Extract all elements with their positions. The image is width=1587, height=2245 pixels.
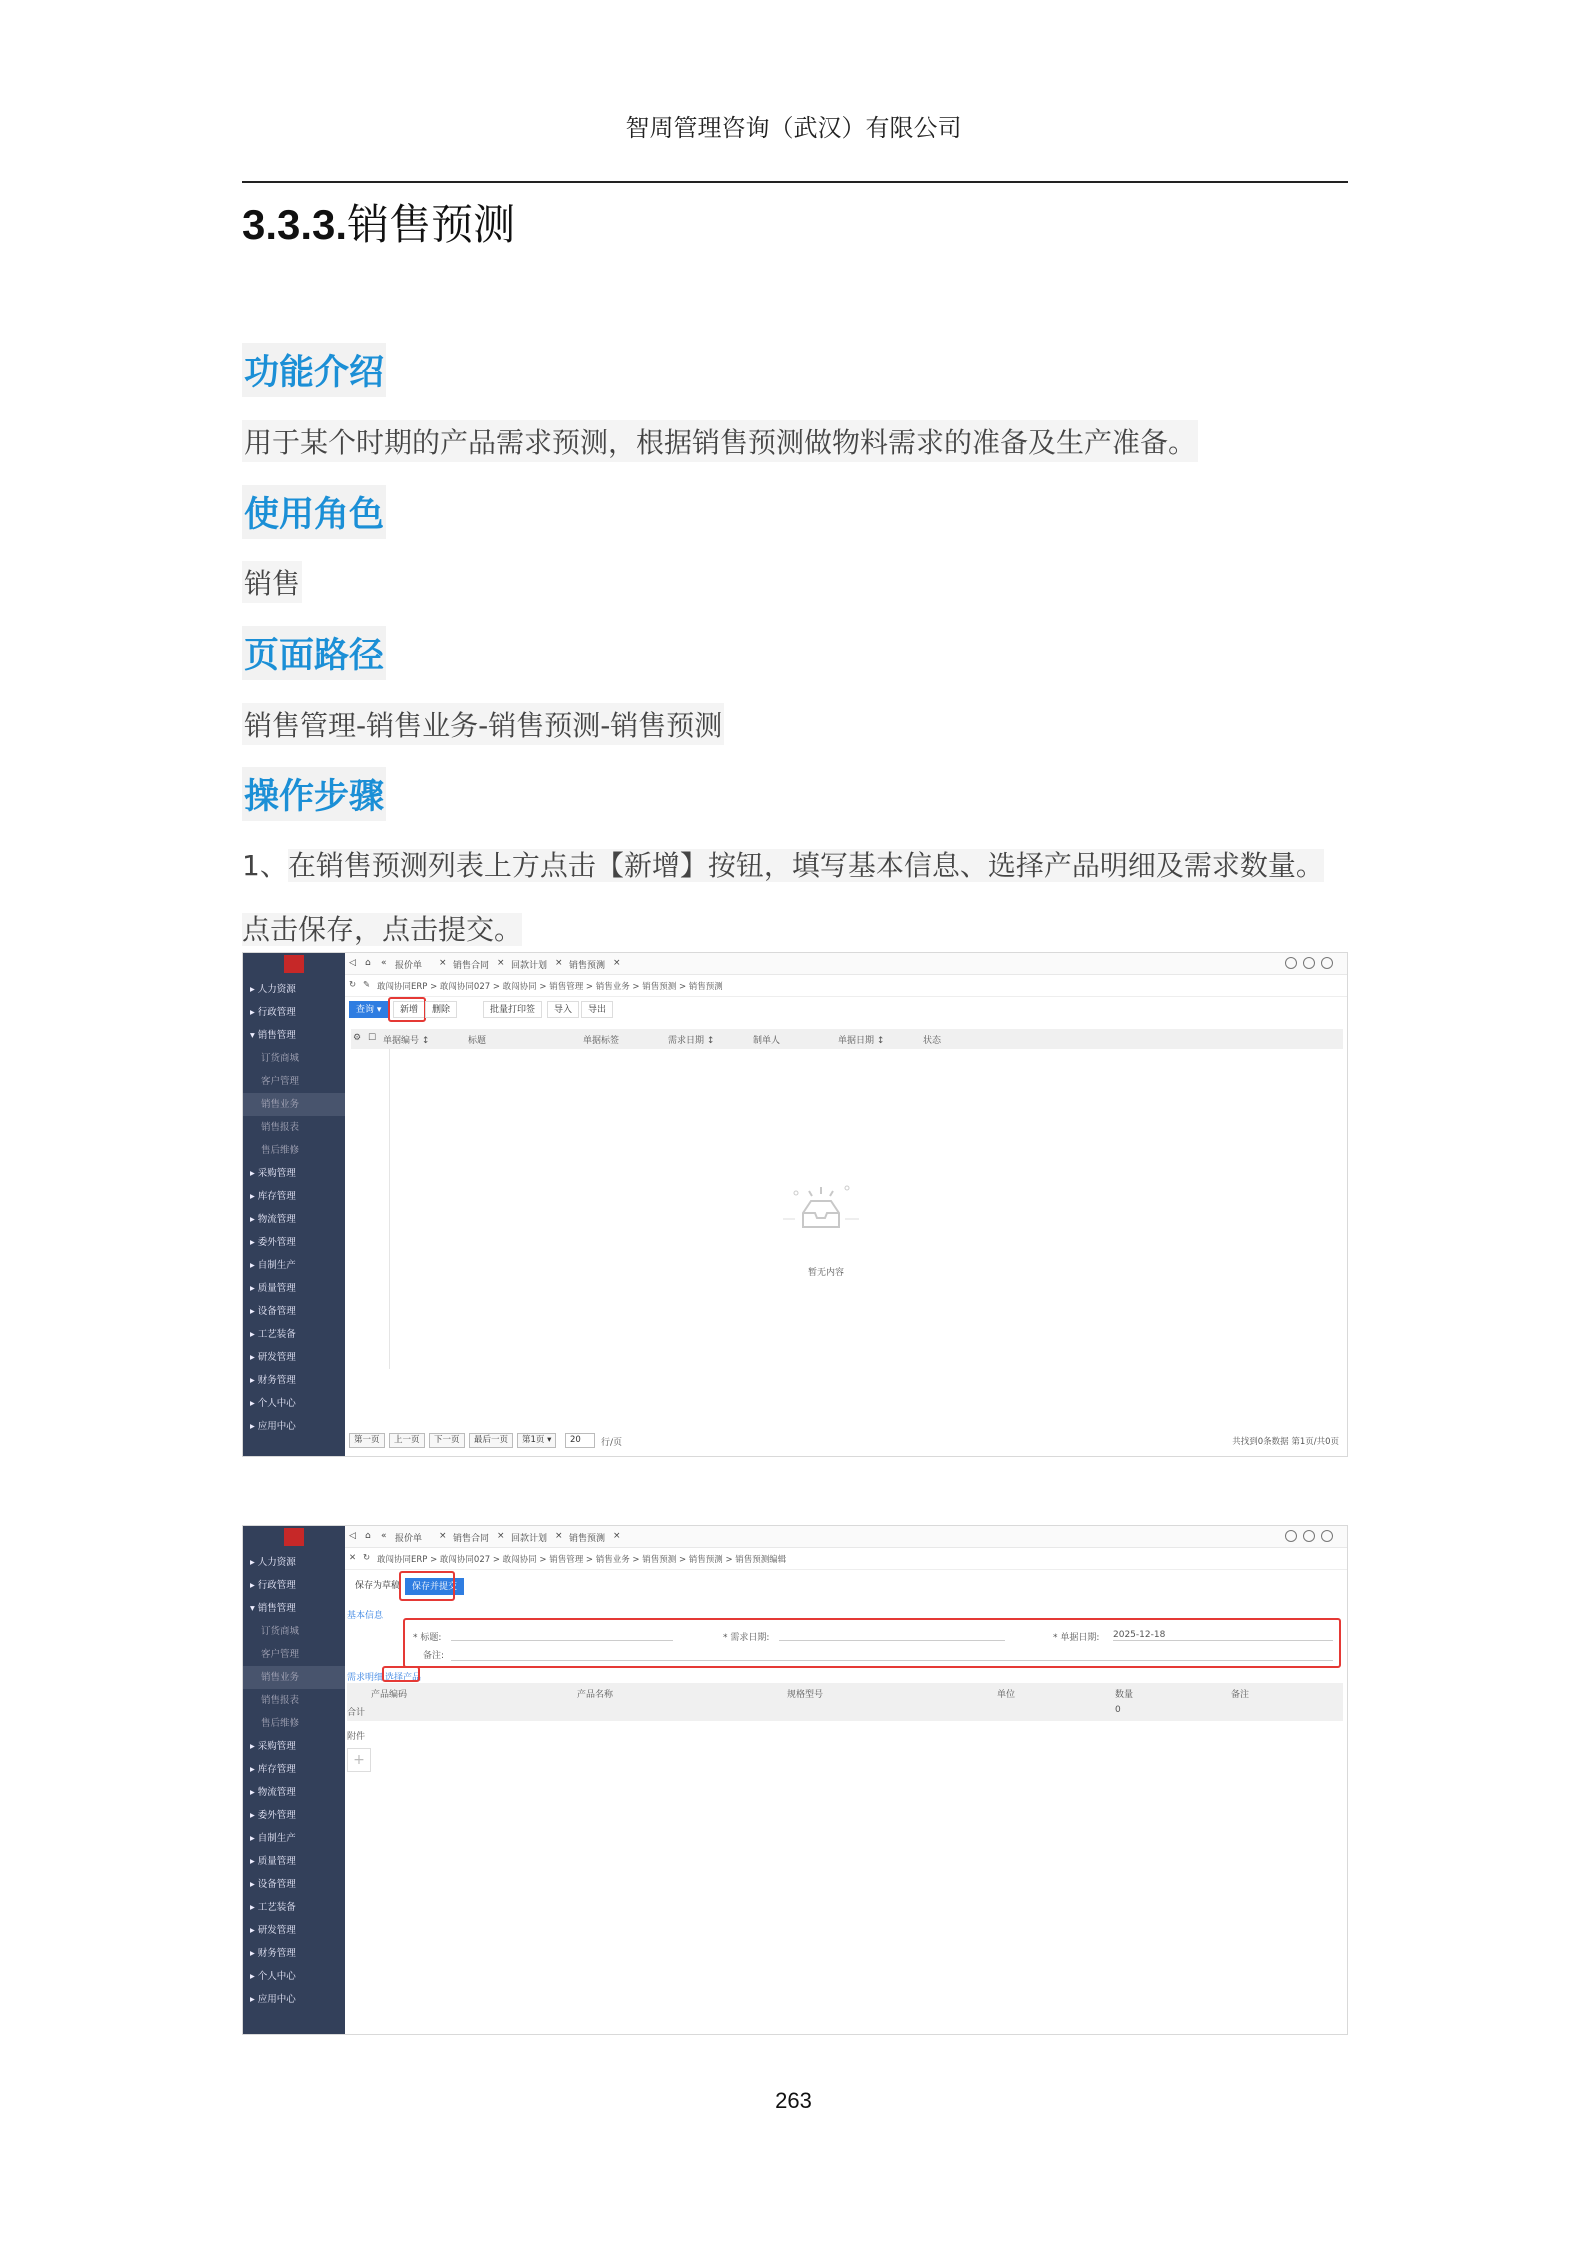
close-icon[interactable]: × [613,1531,621,1541]
detail-label: 需求明细 [347,1673,384,1683]
select-all-checkbox[interactable]: ☐ [368,1033,377,1043]
sidebar-item[interactable]: 销售业务 [243,1666,345,1689]
col-unit: 单位 [997,1690,1016,1700]
sidebar-item[interactable]: 销售报表 [261,1122,300,1133]
demand-date-label: * 需求日期: [723,1633,770,1643]
page-number: 263 [775,2088,812,2113]
close-icon[interactable]: × [555,958,563,968]
col-creator[interactable]: 制单人 [753,1036,781,1046]
sidebar-item[interactable]: ▸ 工艺装备 [250,1329,296,1340]
sidebar-item[interactable]: ▸ 设备管理 [250,1306,296,1317]
section-number: 3.3.3. [242,201,348,248]
home-icon[interactable]: ⌂ [365,1531,371,1541]
sidebar-item[interactable]: 销售业务 [243,1093,345,1116]
sidebar-item[interactable]: ▸ 库存管理 [250,1764,296,1775]
pagination-summary: 共找到0条数据 第1页/共0页 [1232,1437,1339,1447]
sidebar-item[interactable]: ▸ 人力资源 [250,984,296,995]
col-product-code: 产品编码 [371,1690,408,1700]
col-demand-date[interactable]: 需求日期 ↕ [668,1036,715,1046]
app-logo [284,1528,304,1546]
remark-label: 备注: [423,1651,445,1661]
tab-forecast[interactable]: 销售预测 [569,961,606,971]
breadcrumb: 敢闯协同ERP > 敢闯协同027 > 敢闯协同 > 销售管理 > 销售业务 > 销售预测 > 销售预测 > 销售预测编辑 [377,1555,787,1565]
demand-date-input[interactable] [779,1640,1005,1641]
title-input[interactable] [451,1640,673,1641]
tab-bar [345,1526,1347,1548]
path-heading: 页面路径 [242,626,386,680]
sidebar-item[interactable]: ▸ 行政管理 [250,1007,296,1018]
empty-text: 暂无内容 [808,1268,845,1278]
sidebar-item[interactable]: ▸ 物流管理 [250,1214,296,1225]
page-size-unit: 行/页 [601,1438,623,1448]
save-submit-button[interactable]: 保存并提交 [405,1578,464,1595]
sidebar-item[interactable]: 订货商城 [261,1053,300,1064]
breadcrumb: 敢闯协同ERP > 敢闯协同027 > 敢闯协同 > 销售管理 > 销售业务 > 销售预测 > 销售预测 [377,982,723,992]
attachment-label: 附件 [347,1732,366,1742]
tab-forecast[interactable]: 销售预测 [569,1534,606,1544]
tab-contract[interactable]: 销售合同 [453,961,490,971]
sidebar-item[interactable]: ▸ 个人中心 [250,1971,296,1982]
role-text: 销售 [242,561,302,603]
zoom-icon[interactable] [1303,957,1315,969]
step-1: 1、在销售预测列表上方点击【新增】按钮，填写基本信息、选择产品明细及需求数量。点击保存，点击提交。 [242,849,1324,946]
doc-date-input[interactable]: 2025-12-18 [1113,1630,1333,1641]
col-status[interactable]: 状态 [923,1036,942,1046]
globe-icon[interactable] [1285,1530,1297,1542]
total-value: 0 [1115,1705,1121,1715]
page-select[interactable]: 第1页 ▾ [517,1433,556,1448]
globe-icon[interactable] [1285,957,1297,969]
app-logo [284,955,304,973]
close-icon[interactable]: × [497,1531,505,1541]
col-doc-no[interactable]: 单据编号 ↕ [383,1036,430,1046]
select-product-link[interactable]: 选择产品 [385,1673,422,1683]
refresh-icon[interactable]: ↻ [349,980,357,990]
import-button[interactable]: 导入 [547,1001,579,1018]
detail-table-header [347,1683,1343,1721]
tab-contract[interactable]: 销售合同 [453,1534,490,1544]
zoom-icon[interactable] [1303,1530,1315,1542]
sidebar-item[interactable]: 订货商城 [261,1626,300,1637]
intro-heading: 功能介绍 [242,343,386,397]
sidebar-item[interactable]: ▸ 应用中心 [250,1994,296,2005]
tab-quote[interactable]: 报价单 [395,961,423,971]
home-icon[interactable]: ⌂ [365,958,371,968]
page-header: 智周管理咨询（武汉）有限公司 [625,114,962,142]
table-header [351,1029,1343,1049]
sidebar-item[interactable]: ▸ 人力资源 [250,1557,296,1568]
prev-page-button[interactable]: 上一页 [389,1433,425,1448]
col-tag[interactable]: 单据标签 [583,1036,620,1046]
sidebar-item[interactable]: ▸ 物流管理 [250,1787,296,1798]
steps-heading: 操作步骤 [242,767,386,821]
last-page-button[interactable]: 最后一页 [469,1433,513,1448]
sidebar-item[interactable]: ▸ 研发管理 [250,1352,296,1363]
sidebar-item[interactable]: 销售报表 [261,1695,300,1706]
col-remark: 备注 [1231,1690,1250,1700]
double-left-icon[interactable]: « [381,1531,387,1541]
sidebar-item[interactable]: 客户管理 [261,1649,300,1660]
highlight-save-submit [399,1571,455,1601]
back-icon[interactable]: ◁ [349,958,356,968]
tab-quote[interactable]: 报价单 [395,1534,423,1544]
settings-icon[interactable]: ⚙ [353,1033,362,1043]
sidebar [243,953,345,1456]
sidebar-item[interactable]: ▸ 行政管理 [250,1580,296,1591]
sidebar-item[interactable]: 售后维修 [261,1718,300,1729]
doc-date-label: * 单据日期: [1053,1633,1100,1643]
sidebar-item[interactable]: 售后维修 [261,1145,300,1156]
sidebar-item[interactable]: ▸ 工艺装备 [250,1902,296,1913]
screenshot-form [242,1525,1348,2035]
refresh-icon[interactable]: ↻ [363,1553,371,1563]
path-text: 销售管理-销售业务-销售预测-销售预测 [242,703,724,745]
sidebar-item[interactable]: ▸ 设备管理 [250,1879,296,1890]
tab-bar [345,953,1347,975]
sidebar-item[interactable]: ▸ 库存管理 [250,1191,296,1202]
tab-collection[interactable]: 回款计划 [511,1534,548,1544]
sidebar-item[interactable]: ▸ 质量管理 [250,1283,296,1294]
close-icon[interactable]: × [439,958,447,968]
double-left-icon[interactable]: « [381,958,387,968]
sidebar-item[interactable]: ▸ 委外管理 [250,1810,296,1821]
sidebar-item[interactable]: ▸ 财务管理 [250,1375,296,1386]
col-doc-date[interactable]: 单据日期 ↕ [838,1036,885,1046]
sidebar-item[interactable]: 客户管理 [261,1076,300,1087]
pin-icon[interactable]: ✎ [363,980,371,990]
sidebar-item[interactable]: ▸ 委外管理 [250,1237,296,1248]
col-spec: 规格型号 [787,1690,824,1700]
intro-text: 用于某个时期的产品需求预测，根据销售预测做物料需求的准备及生产准备。 [242,420,1198,462]
role-heading: 使用角色 [242,485,386,539]
screenshot-list [242,952,1348,1457]
table-left-border [389,1049,390,1369]
sidebar-item[interactable]: ▾ 销售管理 [250,1030,296,1041]
sidebar-item[interactable]: ▸ 应用中心 [250,1421,296,1432]
close-icon[interactable]: × [497,958,505,968]
sidebar-item[interactable]: ▸ 财务管理 [250,1948,296,1959]
total-label: 合计 [347,1708,366,1718]
section-title [242,192,515,252]
close-icon[interactable]: × [439,1531,447,1541]
title-label: * 标题: [413,1633,442,1643]
sidebar-item[interactable]: ▸ 采购管理 [250,1741,296,1752]
sidebar-item[interactable]: ▸ 研发管理 [250,1925,296,1936]
sidebar [243,1526,345,2034]
col-qty: 数量 [1115,1690,1134,1700]
col-title[interactable]: 标题 [468,1036,487,1046]
empty-inbox-icon [781,1183,861,1243]
export-button[interactable]: 导出 [581,1001,613,1018]
header-rule [242,181,1348,183]
user-icon[interactable] [1321,1530,1333,1542]
query-button[interactable]: 查询 ▾ [349,1001,389,1018]
remark-input[interactable] [451,1660,1333,1661]
close-icon[interactable]: × [613,958,621,968]
basic-info-label: 基本信息 [347,1611,384,1621]
next-page-button[interactable]: 下一页 [429,1433,465,1448]
sidebar-item[interactable]: ▸ 质量管理 [250,1856,296,1867]
page-size-input[interactable]: 20 [565,1433,595,1448]
tab-collection[interactable]: 回款计划 [511,961,548,971]
sidebar-item[interactable]: ▸ 采购管理 [250,1168,296,1179]
highlight-add [388,997,426,1022]
user-icon[interactable] [1321,957,1333,969]
add-attachment-button[interactable]: + [347,1748,371,1772]
add-button[interactable]: 新增 [393,1001,425,1018]
close-icon[interactable]: × [555,1531,563,1541]
highlight-select-product [382,1666,420,1682]
batch-print-button[interactable]: 批量打印签 [483,1001,542,1018]
sidebar-item[interactable]: ▾ 销售管理 [250,1603,296,1614]
sidebar-item[interactable]: ▸ 自制生产 [250,1260,296,1271]
sidebar-item[interactable]: ▸ 个人中心 [250,1398,296,1409]
section-name: 销售预测 [347,200,516,249]
back-icon[interactable]: ◁ [349,1531,356,1541]
close-icon[interactable]: ✕ [349,1553,357,1563]
sidebar-item[interactable]: ▸ 自制生产 [250,1833,296,1844]
save-draft-button[interactable]: 保存为草稿 [349,1578,406,1595]
delete-button[interactable]: 删除 [425,1001,457,1018]
first-page-button[interactable]: 第一页 [349,1433,385,1448]
col-product-name: 产品名称 [577,1690,614,1700]
